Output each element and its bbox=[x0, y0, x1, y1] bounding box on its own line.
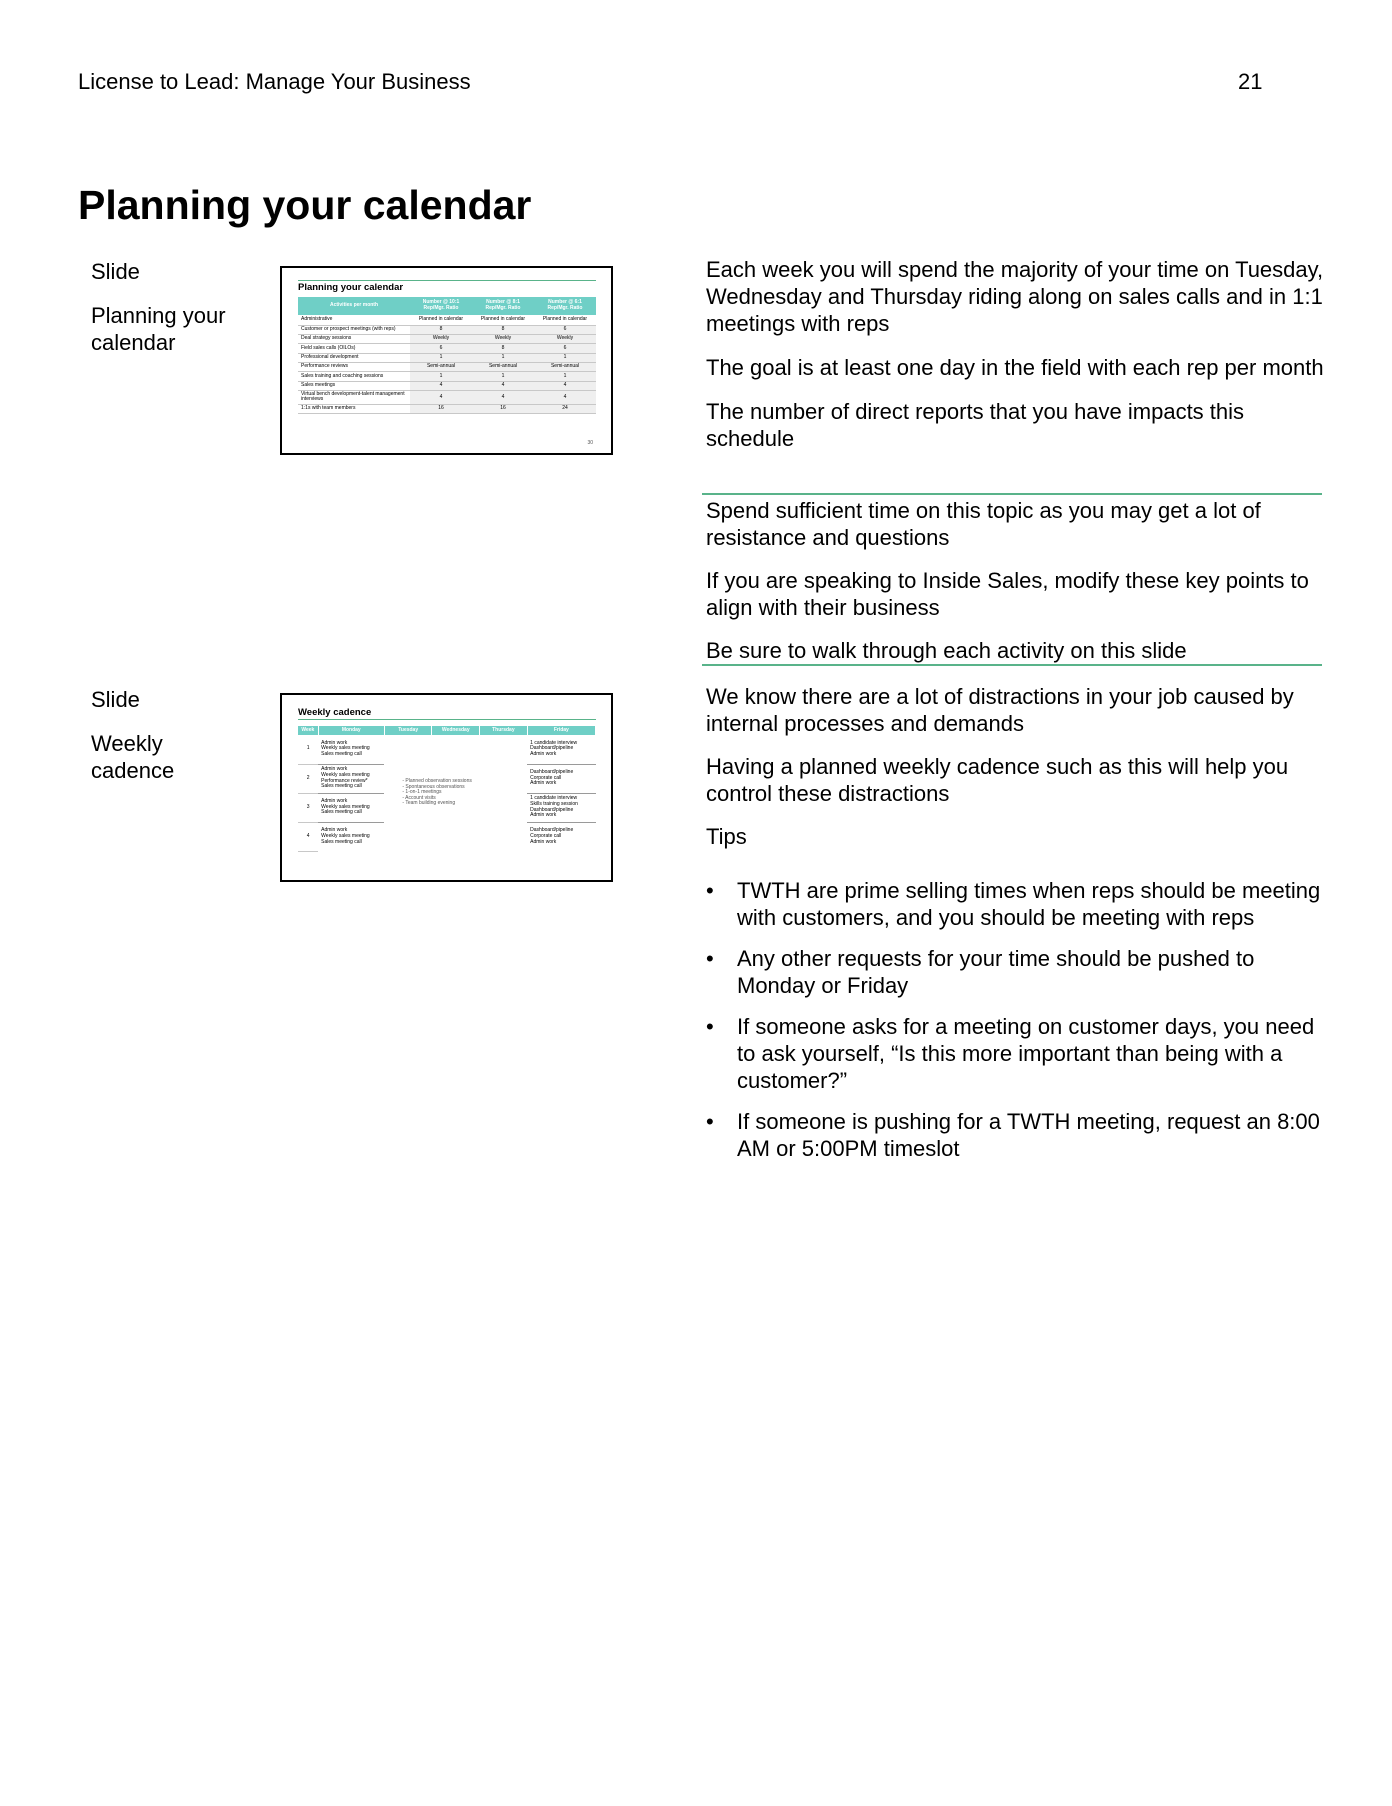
bullet-icon: • bbox=[706, 946, 714, 971]
cell-line: Sales meeting call bbox=[321, 809, 362, 816]
monday-cell bbox=[318, 793, 384, 822]
table-cell: Field sales calls (OILOs) bbox=[298, 344, 410, 353]
table-cell: 1:1s with team members bbox=[298, 404, 410, 413]
table-cell: Weekly bbox=[472, 334, 534, 343]
cell-line: Weekly sales meeting bbox=[321, 832, 370, 839]
table-cell: Weekly bbox=[410, 334, 472, 343]
tip-text: If someone is pushing for a TWTH meeting, request an 8:00 AM or 5:00PM timeslot bbox=[737, 1109, 1320, 1161]
cell-line: Admin work bbox=[321, 739, 348, 746]
monday-cell bbox=[318, 764, 384, 793]
table-cell: 1 bbox=[410, 353, 472, 362]
table-cell: Semi-annual bbox=[410, 363, 472, 372]
table-header: Thursday bbox=[480, 726, 528, 735]
running-header: License to Lead: Manage Your Business bbox=[78, 69, 471, 94]
cell-line: Dashboard/pipeline bbox=[530, 769, 574, 776]
monday-cell bbox=[318, 822, 384, 851]
instructor-note: Be sure to walk through each activity on this slide bbox=[706, 638, 1187, 663]
slide-name: Planning your calendar bbox=[91, 303, 226, 355]
cell-line: Sales meeting call bbox=[321, 783, 362, 790]
table-header: Monday bbox=[318, 726, 384, 735]
table-cell: 16 bbox=[472, 404, 534, 413]
table-row bbox=[298, 363, 596, 372]
table-header: Wednesday bbox=[432, 726, 480, 735]
instructor-note: If you are speaking to Inside Sales, modify these key points to align with their business bbox=[706, 568, 1309, 620]
table-cell: 4 bbox=[534, 391, 596, 404]
thumbnail-rule bbox=[298, 719, 596, 720]
table-cell: 8 bbox=[410, 325, 472, 334]
table-header: Number @ 6:1 Rep/Mgr. Ratio bbox=[534, 297, 596, 315]
tips-list bbox=[706, 877, 1326, 1176]
list-item bbox=[706, 877, 1326, 931]
cell-line: 1 candidate interview bbox=[530, 739, 578, 746]
notes-block bbox=[706, 256, 1326, 452]
table-cell: 6 bbox=[534, 325, 596, 334]
table-cell: Professional development bbox=[298, 353, 410, 362]
thumbnail-rule bbox=[298, 280, 596, 281]
table-cell: 1 bbox=[534, 372, 596, 381]
cell-line: Admin work bbox=[530, 751, 557, 758]
cell-line: - Team building evening bbox=[402, 800, 456, 807]
cell-line: - 1-on-1 meetings bbox=[402, 789, 442, 796]
cell-line: - Spontaneous observations bbox=[402, 783, 465, 790]
notes-block bbox=[706, 683, 1326, 850]
page-title: Planning your calendar bbox=[78, 182, 532, 228]
table-cell: Administrative bbox=[298, 315, 410, 325]
list-item bbox=[706, 945, 1326, 999]
week-cell: 3 bbox=[298, 793, 318, 822]
weekly-cadence-table bbox=[298, 726, 596, 852]
cell-line: Admin work bbox=[321, 827, 348, 834]
bullet-icon: • bbox=[706, 878, 714, 903]
note-paragraph: Having a planned weekly cadence such as this will help you control these distractions bbox=[706, 754, 1289, 806]
cell-line: Dashboard/pipeline bbox=[530, 745, 574, 752]
tip-text: TWTH are prime selling times when reps should be meeting with customers, and you should be meeting with reps bbox=[737, 878, 1321, 930]
cell-line: Corporate call bbox=[530, 774, 562, 781]
table-cell: 4 bbox=[410, 391, 472, 404]
table-cell: 1 bbox=[534, 353, 596, 362]
bullet-icon: • bbox=[706, 1109, 714, 1134]
cell-line: Weekly sales meeting bbox=[321, 803, 370, 810]
table-cell: Planned in calendar bbox=[534, 315, 596, 325]
note-paragraph: Each week you will spend the majority of your time on Tuesday, Wednesday and Thursday riding along on sales calls and in 1:1 meetings with reps bbox=[706, 257, 1324, 336]
table-cell: 4 bbox=[410, 381, 472, 390]
bullet-icon: • bbox=[706, 1014, 714, 1039]
table-cell: Deal strategy sessions bbox=[298, 334, 410, 343]
instructor-notes-block bbox=[706, 497, 1326, 664]
table-cell: 1 bbox=[410, 372, 472, 381]
table-header: Tuesday bbox=[384, 726, 432, 735]
cell-line: Weekly sales meeting bbox=[321, 771, 370, 778]
cell-line: Dashboard/pipeline bbox=[530, 827, 574, 834]
note-paragraph: The goal is at least one day in the field with each rep per month bbox=[706, 355, 1324, 380]
table-header: Number @ 10:1 Rep/Mgr. Ratio bbox=[410, 297, 472, 315]
cell-line: Admin work bbox=[321, 798, 348, 805]
cell-line: Admin work bbox=[321, 766, 348, 773]
table-cell: 4 bbox=[472, 381, 534, 390]
table-row bbox=[298, 325, 596, 334]
table-cell: 4 bbox=[534, 381, 596, 390]
table-row bbox=[298, 334, 596, 343]
table-row bbox=[298, 391, 596, 404]
instructor-note: Spend sufficient time on this topic as you may get a lot of resistance and questions bbox=[706, 498, 1261, 550]
table-row bbox=[298, 315, 596, 325]
cell-line: - Planned observation sessions bbox=[402, 778, 472, 785]
slide-label: Slide bbox=[91, 687, 140, 712]
midweek-cell bbox=[384, 735, 527, 851]
table-cell: 4 bbox=[472, 391, 534, 404]
table-cell: Weekly bbox=[534, 334, 596, 343]
friday-cell bbox=[527, 764, 595, 793]
tips-heading: Tips bbox=[706, 824, 747, 849]
table-cell: 1 bbox=[472, 372, 534, 381]
slide-thumbnail-weekly-cadence bbox=[280, 693, 613, 882]
table-cell: Semi-annual bbox=[534, 363, 596, 372]
table-cell: Planned in calendar bbox=[410, 315, 472, 325]
section-divider bbox=[702, 493, 1322, 495]
slide-name: Weekly cadence bbox=[91, 731, 175, 783]
slide-label: Slide bbox=[91, 259, 140, 284]
table-row bbox=[298, 404, 596, 413]
page-number: 21 bbox=[1238, 69, 1263, 94]
cell-line: - Account visits bbox=[402, 794, 436, 801]
tip-text: If someone asks for a meeting on customer days, you need to ask yourself, “Is this more important than being with a customer?” bbox=[737, 1014, 1315, 1093]
cell-line: Admin work bbox=[530, 838, 557, 845]
table-cell: Performance reviews bbox=[298, 363, 410, 372]
table-row bbox=[298, 735, 596, 764]
table-cell: Semi-annual bbox=[472, 363, 534, 372]
cell-line: Performance review* bbox=[321, 777, 368, 784]
table-row bbox=[298, 372, 596, 381]
week-cell: 2 bbox=[298, 764, 318, 793]
week-cell: 1 bbox=[298, 735, 318, 764]
friday-cell bbox=[527, 822, 595, 851]
note-paragraph: We know there are a lot of distractions in your job caused by internal processes and demands bbox=[706, 684, 1294, 736]
table-cell: 16 bbox=[410, 404, 472, 413]
cell-line: Skills training session bbox=[530, 800, 578, 807]
slide-thumbnail-planning-calendar bbox=[280, 266, 613, 455]
table-row bbox=[298, 353, 596, 362]
note-paragraph: The number of direct reports that you have impacts this schedule bbox=[706, 399, 1245, 451]
table-cell: 8 bbox=[472, 344, 534, 353]
cell-line: Sales meeting call bbox=[321, 751, 362, 758]
table-cell: 1 bbox=[472, 353, 534, 362]
activities-table bbox=[298, 297, 596, 414]
cell-line: Admin work bbox=[530, 780, 557, 787]
cell-line: Dashboard/pipeline bbox=[530, 806, 574, 813]
table-cell: 6 bbox=[534, 344, 596, 353]
table-header: Activities per month bbox=[298, 297, 410, 315]
cell-line: 1 candidate interview bbox=[530, 795, 578, 802]
list-item bbox=[706, 1108, 1326, 1162]
tip-text: Any other requests for your time should be pushed to Monday or Friday bbox=[737, 946, 1255, 998]
cell-line: Admin work bbox=[530, 812, 557, 819]
section-divider bbox=[702, 664, 1322, 666]
table-header: Friday bbox=[527, 726, 595, 735]
friday-cell bbox=[527, 735, 595, 764]
table-row bbox=[298, 381, 596, 390]
table-cell: 6 bbox=[410, 344, 472, 353]
thumbnail-title: Planning your calendar bbox=[298, 282, 404, 293]
table-row bbox=[298, 344, 596, 353]
list-item bbox=[706, 1013, 1326, 1094]
monday-cell bbox=[318, 735, 384, 764]
thumbnail-page-number: 30 bbox=[587, 440, 593, 446]
thumbnail-title: Weekly cadence bbox=[298, 707, 372, 718]
cell-line: Weekly sales meeting bbox=[321, 745, 370, 752]
table-cell: Sales meetings bbox=[298, 381, 410, 390]
week-cell: 4 bbox=[298, 822, 318, 851]
table-header: Number @ 8:1 Rep/Mgr. Ratio bbox=[472, 297, 534, 315]
table-cell: Customer or prospect meetings (with reps) bbox=[298, 325, 410, 334]
table-cell: Virtual bench development-talent management interviews bbox=[298, 391, 410, 404]
table-header: Week bbox=[298, 726, 318, 735]
friday-cell bbox=[527, 793, 595, 822]
cell-line: Sales meeting call bbox=[321, 838, 362, 845]
table-cell: 8 bbox=[472, 325, 534, 334]
cell-line: Corporate call bbox=[530, 832, 562, 839]
table-cell: 24 bbox=[534, 404, 596, 413]
table-cell: Planned in calendar bbox=[472, 315, 534, 325]
table-cell: Sales training and coaching sessions bbox=[298, 372, 410, 381]
